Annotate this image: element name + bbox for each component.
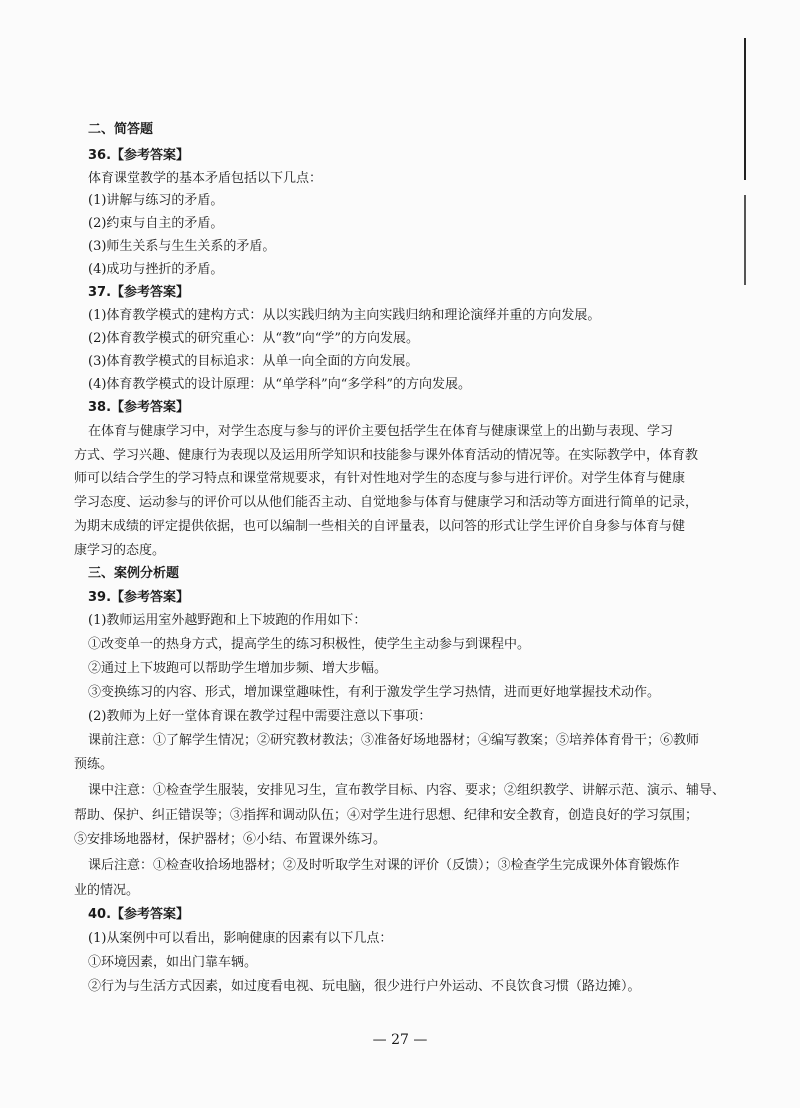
answer-text: ①改变单一的热身方式，提高学生的练习积极性，使学生主动参与到课程中。 [88,637,531,652]
answer-label: 36.【参考答案】 [88,148,190,163]
answer-item: (1)体育教学模式的建构方式：从以实践归纳为主向实践归纳和理论演绎并重的方向发展。 [88,308,601,323]
answer-text: ①环境因素，如出门靠车辆。 [88,955,258,970]
answer-text: ⑤安排场地器材，保护器材；⑥小结、布置课外练习。 [74,832,387,847]
answer-item: (4)体育教学模式的设计原理：从“单学科”向“多学科”的方向发展。 [88,377,471,392]
scan-margin-mark [744,195,746,285]
answer-label: 40.【参考答案】 [88,907,190,922]
answer-text: 课后注意：①检查收拾场地器材；②及时听取学生对课的评价（反馈）；③检查学生完成课外体育锻炼作 [88,858,680,873]
answer-text: 课中注意：①检查学生服装，安排见习生，宣布教学目标、内容、要求；②组织教学、讲解示范、演示、辅导、 [88,783,726,798]
answer-item: (3)师生关系与生生关系的矛盾。 [88,239,276,254]
answer-text: (1)教师运用室外越野跑和上下坡跑的作用如下： [88,613,367,628]
answer-text: 预练。 [74,757,114,772]
answer-text: ③变换练习的内容、形式，增加课堂趣味性，有利于激发学生学习热情，进而更好地掌握技术动作。 [88,685,661,700]
paragraph-line: 方式、学习兴趣、健康行为表现以及运用所学知识和技能参与课外体育活动的情况等。在实际教学中，体育教 [74,448,699,463]
answer-label: 39.【参考答案】 [88,590,190,605]
paragraph-line: 师可以结合学生的学习特点和课堂常规要求，有针对性地对学生的态度与参与进行评价。对学生体育与健康 [74,471,686,486]
scan-margin-mark [744,38,746,180]
paragraph-line: 康学习的态度。 [74,543,166,558]
answer-text: ②通过上下坡跑可以帮助学生增加步频、增大步幅。 [88,661,388,676]
section-heading: 二、简答题 [88,122,154,137]
answer-label: 38.【参考答案】 [88,400,190,415]
answer-text: (2)教师为上好一堂体育课在教学过程中需要注意以下事项： [88,709,432,724]
paragraph-line: 学习态度、运动参与的评价可以从他们能否主动、自觉地参与体育与健康学习和活动等方面进行简单的记录， [74,495,699,510]
answer-text: ②行为与生活方式因素，如过度看电视、玩电脑，很少进行户外运动、不良饮食习惯（路边摊）。 [88,979,641,994]
answer-item: (1)讲解与练习的矛盾。 [88,193,224,208]
paragraph-line: 在体育与健康学习中，对学生态度与参与的评价主要包括学生在体育与健康课堂上的出勤与表现、学习 [88,424,674,439]
answer-item: (2)约束与自主的矛盾。 [88,216,224,231]
answer-item: (3)体育教学模式的目标追求：从单一向全面的方向发展。 [88,354,419,369]
answer-item: (2)体育教学模式的研究重心：从“教”向“学”的方向发展。 [88,331,419,346]
section-heading: 三、案例分析题 [88,566,180,581]
paragraph-line: 为期末成绩的评定提供依据，也可以编制一些相关的自评量表，以问答的形式让学生评价自身参与体育与健 [74,519,686,534]
answer-text: 帮助、保护、纠正错误等；③指挥和调动队伍；④对学生进行思想、纪律和安全教育，创造良好的学习氛围； [74,808,699,823]
page-number: — 27 — [372,1032,428,1048]
answer-text: 业的情况。 [74,883,140,898]
answer-text: 课前注意：①了解学生情况；②研究教材教法；③准备好场地器材；④编写教案；⑤培养体育骨干；⑥教师 [88,733,700,748]
answer-text: 体育课堂教学的基本矛盾包括以下几点： [88,171,323,186]
answer-label: 37.【参考答案】 [88,285,190,300]
answer-text: (1)从案例中可以看出，影响健康的因素有以下几点： [88,931,393,946]
answer-item: (4)成功与挫折的矛盾。 [88,262,224,277]
